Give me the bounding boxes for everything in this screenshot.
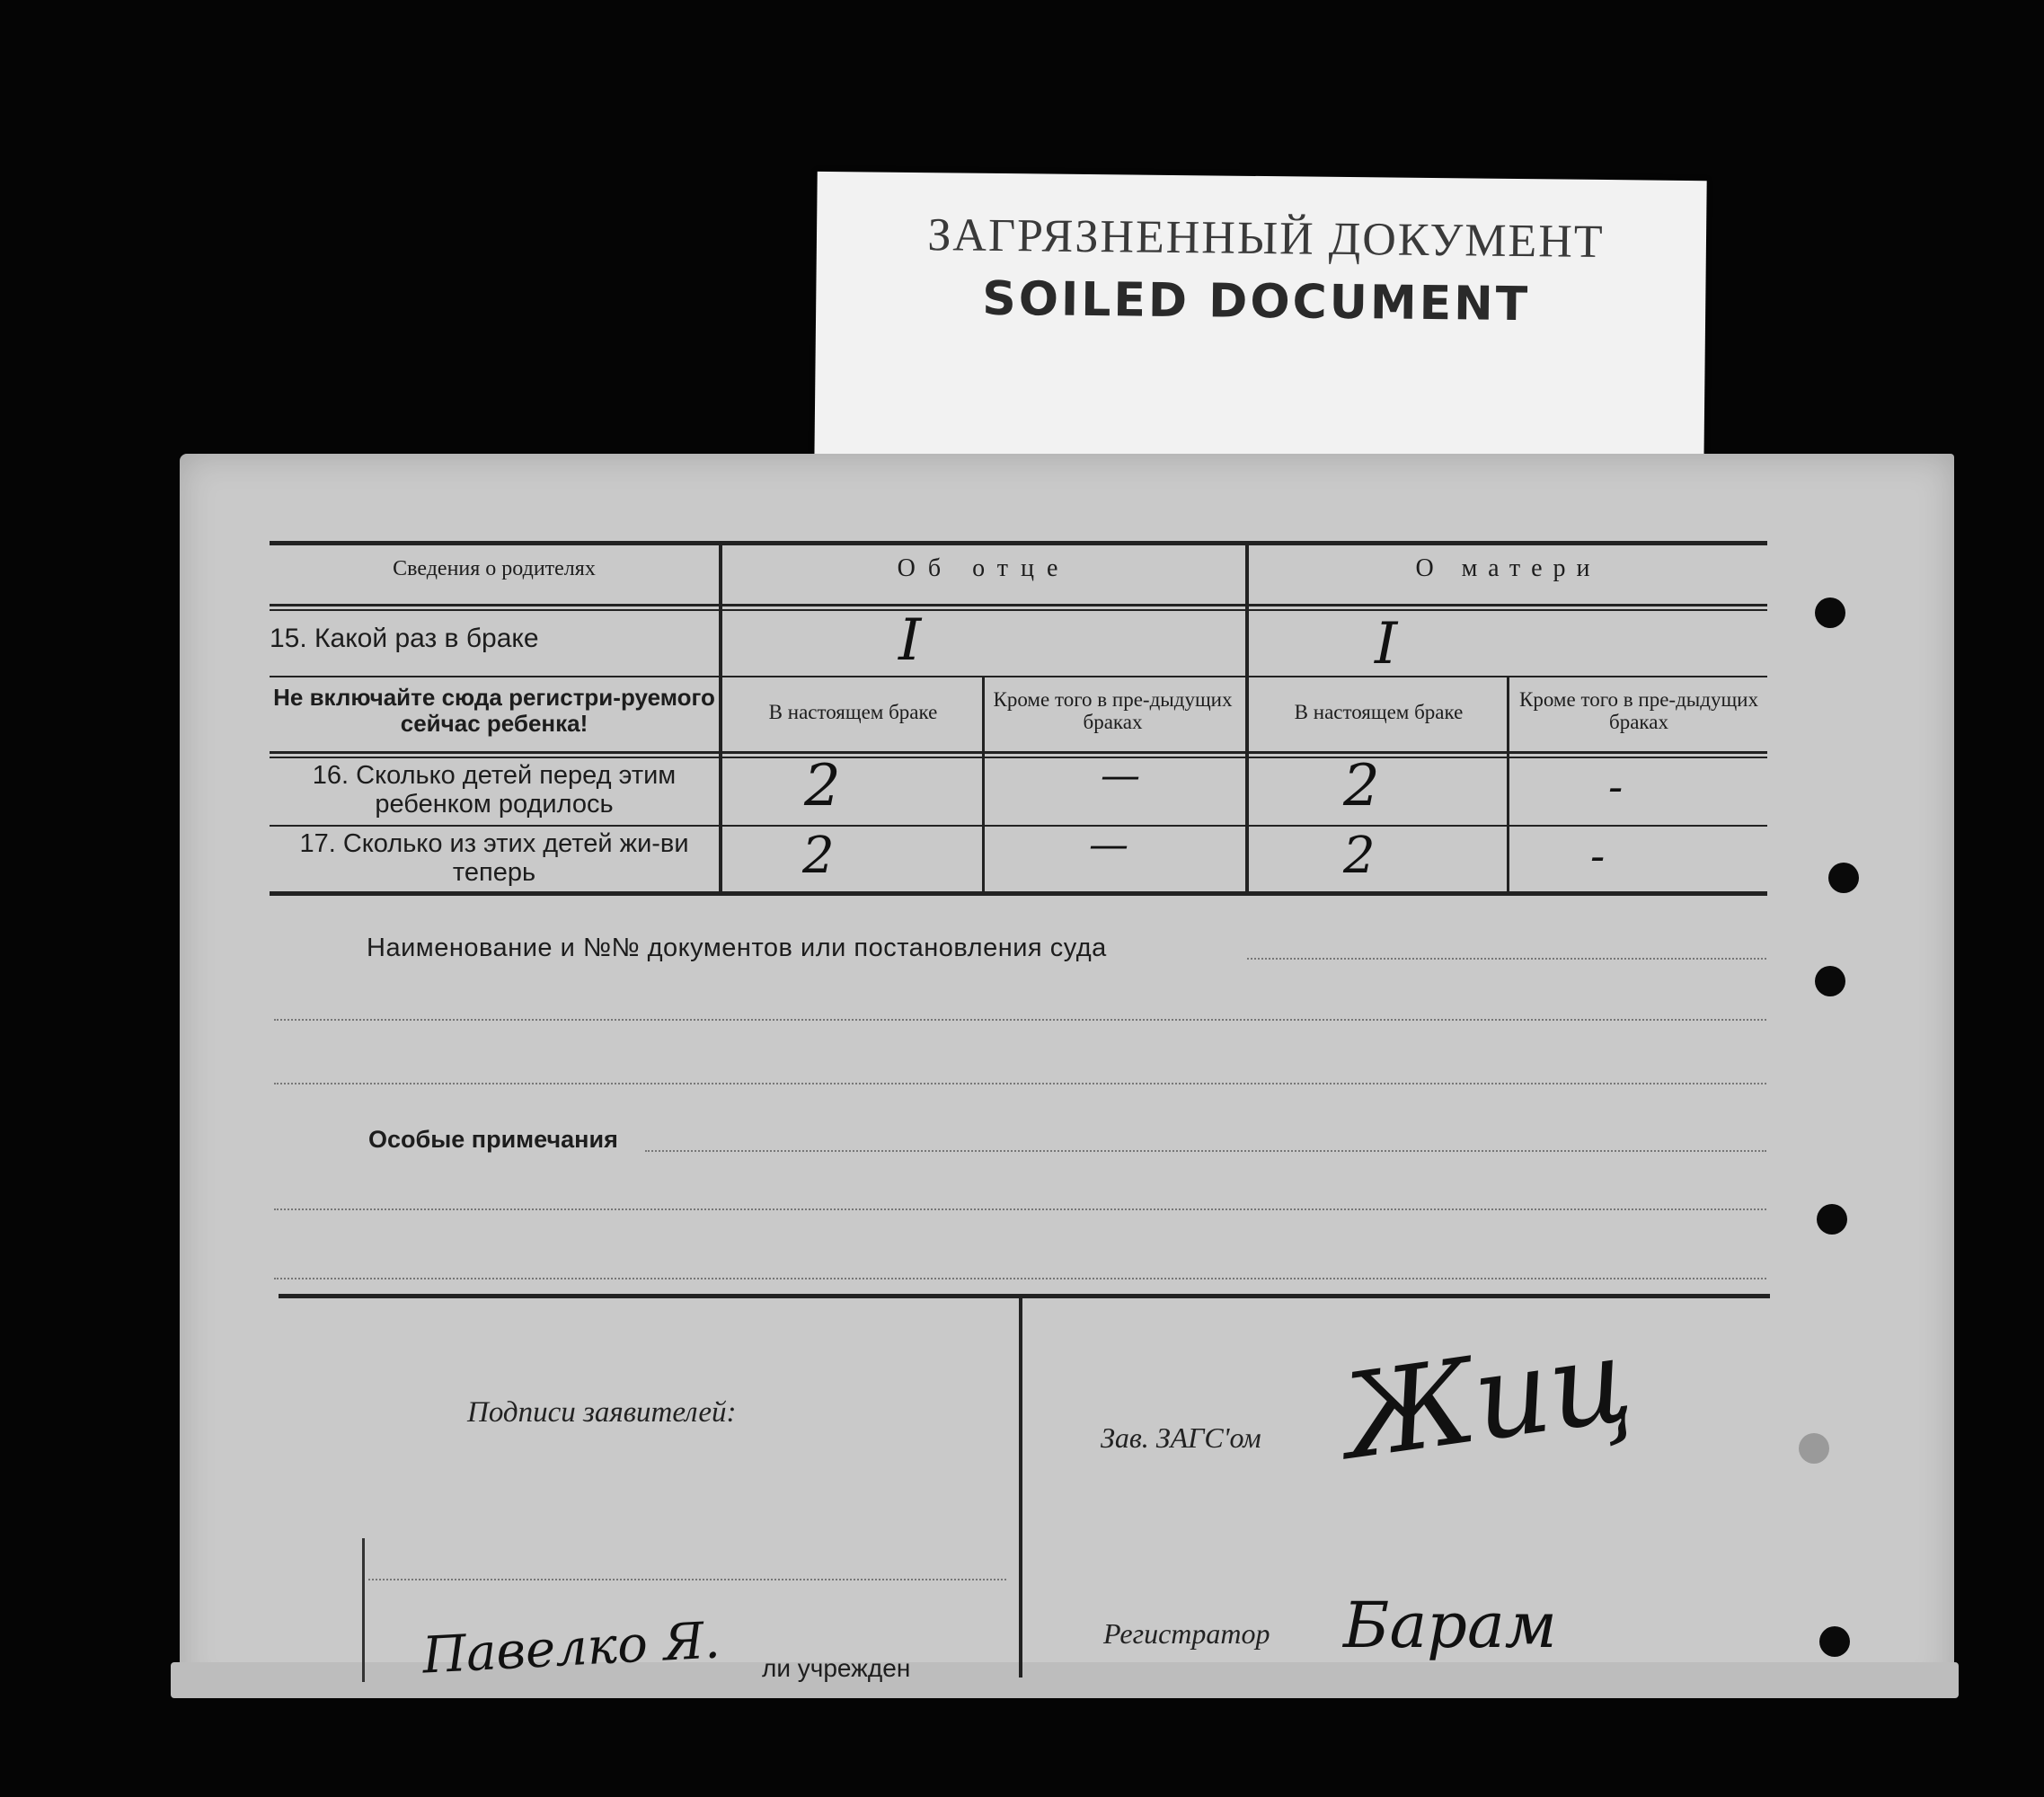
punch-hole [1828,863,1859,893]
col-divider-4 [1507,676,1509,895]
subheader-mother-current: В настоящем браке [1294,701,1464,723]
registrar-label: Регистратор [1103,1617,1270,1650]
punch-hole [1799,1433,1829,1464]
table-top-rule [270,541,1767,545]
remarks-line-3 [274,1278,1766,1279]
punch-hole [1817,1204,1847,1235]
header-rule [270,604,1767,606]
stamp-russian: ЗАГРЯЗНЕННЫЙ ДОКУМЕНТ [927,209,1605,268]
zags-signature: Жиц [1334,1310,1640,1486]
remarks-line-2 [274,1208,1766,1210]
header-rule-2 [270,609,1767,611]
subheader-mother-previous: Кроме того в пре-дыдущих браках [1519,688,1758,734]
soiled-document-label [814,172,1706,477]
col-divider-1 [719,541,722,895]
documents-line-2 [274,1019,1766,1021]
applicant-extra-text: ли учрежден [762,1654,911,1682]
table-bottom-rule [270,891,1767,896]
row16-mother-current: 2 [1343,753,1380,819]
punch-hole [1819,1626,1850,1657]
row15-father-value: I [898,607,922,674]
row17-father-previous: — [1089,822,1128,868]
applicants-label: Подписи заявителей: [467,1396,737,1429]
subheader-rule [270,751,1767,754]
row17-mother-previous: - [1590,831,1606,881]
row17-label: 17. Сколько из этих детей жи-ви теперь [299,829,689,887]
subheader-father-current: В настоящем браке [768,701,938,723]
applicant-signature: Павелко Я. [420,1611,722,1686]
row16-mother-previous: - [1608,762,1624,812]
subheader-rule-2 [270,757,1767,758]
row16-father-previous: — [1101,753,1140,799]
zags-label: Зав. ЗАГС'ом [1101,1421,1261,1454]
row17-mother-current: 2 [1343,827,1376,885]
header-mother: О матери [1415,554,1601,582]
signatures-top-rule [279,1294,1770,1298]
row15-rule [270,676,1767,677]
row15-label: 15. Какой раз в браке [270,624,539,653]
documents-label: Наименование и №№ документов или постановления суда [367,934,1107,962]
col-divider-3 [982,676,985,895]
note-exclude-child: Не включайте сюда регистри-руемого сейчас ребенка! [273,684,715,737]
punch-hole [1815,966,1845,996]
row15-mother-value: I [1375,611,1398,677]
documents-line-1 [1247,958,1766,960]
subheader-father-previous: Кроме того в пре-дыдущих браках [993,688,1233,734]
punch-hole [1815,598,1845,628]
stamp-english: SOILED DOCUMENT [981,271,1531,332]
row17-father-current: 2 [802,827,835,885]
row16-father-current: 2 [804,753,841,819]
remarks-label: Особые примечания [368,1126,618,1153]
col-divider-2 [1245,541,1249,895]
row16-rule [270,825,1767,827]
documents-line-3 [274,1083,1766,1084]
applicant-line-1 [368,1579,1006,1580]
header-parents: Сведения о родителях [393,557,596,580]
registrar-signature: Барам [1343,1589,1557,1662]
signatures-divider [1019,1296,1022,1677]
remarks-line-1 [645,1150,1766,1152]
applicant-bracket [362,1538,365,1682]
header-father: Об отце [897,554,1071,582]
row16-label: 16. Сколько детей перед этим ребенком родилось [312,761,677,819]
